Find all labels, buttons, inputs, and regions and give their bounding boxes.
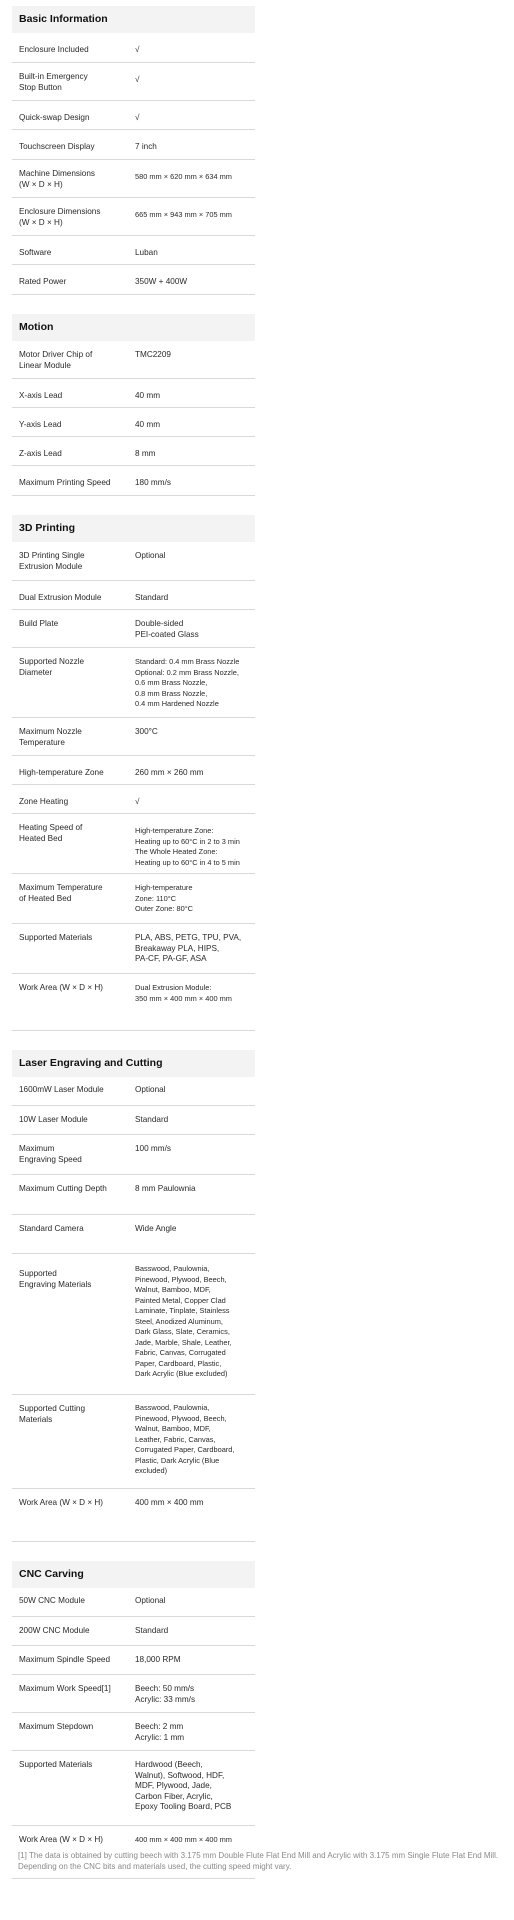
spec-value: 8 mm (135, 449, 156, 458)
spec-label: Supported Engraving Materials (19, 1269, 92, 1289)
spec-value: Standard (135, 1115, 169, 1124)
spec-value: Beech: 2 mm Acrylic: 1 mm (135, 1722, 185, 1742)
section-laser (12, 1050, 255, 1542)
divider (12, 1529, 255, 1542)
section-3d-printing (12, 515, 255, 1031)
spec-row (12, 1675, 255, 1713)
spec-value: Optional (135, 1596, 166, 1605)
spec-value: 665 mm × 943 mm × 705 mm (135, 210, 232, 219)
spec-label: 1600mW Laser Module (19, 1085, 104, 1094)
spec-value: Basswood, Paulownia, Pinewood, Plywood, Beech, Walnut, Bamboo, MDF, Leather, Fabric, Canvas, Corrugated Paper, Cardboard, Plastic, Dark Acrylic (Blue excluded) (135, 1403, 235, 1475)
spec-row (12, 1175, 255, 1215)
spec-row (12, 756, 255, 785)
spec-row (12, 1646, 255, 1675)
spec-label: Supported Materials (19, 933, 93, 942)
spec-label: High-temperature Zone (19, 768, 104, 777)
spec-value: 400 mm × 400 mm (135, 1498, 204, 1507)
spec-label: Maximum Engraving Speed (19, 1144, 82, 1164)
spec-row (12, 437, 255, 466)
spec-label: Maximum Printing Speed (19, 478, 111, 487)
spec-label: Heating Speed of Heated Bed (19, 823, 83, 843)
spec-label: Machine Dimensions (W × D × H) (19, 169, 95, 189)
spec-value: Basswood, Paulownia, Pinewood, Plywood, Beech, Walnut, Bamboo, MDF, Painted Metal, Copper Clad Laminate, Tinplate, Stainless Steel, Anodized Aluminum, Dark Glass, Slate, Ceramics, Jade, Marble, Shale, Leather, Fabric, Canvas, Corrugated Paper, Cardboard, Plastic, Dark Acrylic (Blue excluded) (135, 1264, 232, 1378)
spec-label: Supported Materials (19, 1760, 93, 1769)
spec-label: Y-axis Lead (19, 420, 62, 429)
spec-label: Zone Heating (19, 797, 69, 806)
spec-row (12, 785, 255, 814)
spec-label: Built-in Emergency Stop Button (19, 72, 88, 92)
spec-row (12, 874, 255, 924)
spec-row (12, 236, 255, 265)
spec-label: Rated Power (19, 277, 67, 286)
spec-value: High-temperature Zone: 110°C Outer Zone: 80°C (135, 883, 194, 913)
spec-label: 200W CNC Module (19, 1626, 90, 1635)
spec-row (12, 1588, 255, 1617)
spec-row (12, 33, 255, 63)
spec-row (12, 1489, 255, 1529)
spec-value: Hardwood (Beech, Walnut), Softwood, HDF, MDF, Plywood, Jade, Carbon Fiber, Acrylic, Epoxy Tooling Board, PCB (135, 1760, 232, 1811)
spec-row (12, 1135, 255, 1175)
spec-value: 350W + 400W (135, 277, 188, 286)
spec-value: 260 mm × 260 mm (135, 768, 204, 777)
spec-value: Dual Extrusion Module: 350 mm × 400 mm × 400 mm (135, 983, 232, 1003)
spec-value: 18,000 RPM (135, 1655, 181, 1664)
spec-row (12, 379, 255, 408)
spec-label: Maximum Nozzle Temperature (19, 727, 82, 747)
spec-label: Software (19, 248, 52, 257)
spec-value: 180 mm/s (135, 478, 171, 487)
spec-value: Standard (135, 1626, 169, 1635)
spec-row (12, 1077, 255, 1106)
spec-value: Double-sided PEI-coated Glass (135, 619, 199, 639)
section-title: Basic Information (12, 6, 255, 33)
spec-label: Supported Cutting Materials (19, 1404, 85, 1424)
spec-row (12, 542, 255, 581)
footnote: [1] The data is obtained by cutting beech with 3.175 mm Double Flute Flat End Mill and Acrylic with 3.175 mm Single Flute Flat End Mill. Depending on the CNC bits and materials used, the cutting speed might vary. (18, 1851, 499, 1871)
spec-row (12, 408, 255, 437)
section-motion (12, 314, 255, 496)
spec-row (12, 1395, 255, 1489)
spec-value: TMC2209 (135, 350, 171, 359)
spec-row (12, 466, 255, 496)
spec-label: 3D Printing Single Extrusion Module (19, 551, 85, 571)
spec-value: Luban (135, 248, 158, 257)
spec-label: Z-axis Lead (19, 449, 62, 458)
spec-value: Beech: 50 mm/s Acrylic: 33 mm/s (135, 1684, 196, 1704)
spec-row (12, 924, 255, 974)
spec-value: Optional (135, 551, 166, 560)
spec-label: Work Area (W × D × H) (19, 1498, 104, 1507)
spec-row (12, 101, 255, 130)
spec-label: Work Area (W × D × H) (19, 1835, 104, 1844)
spec-value: PLA, ABS, PETG, TPU, PVA, Breakaway PLA, HIPS, PA-CF, PA-GF, ASA (135, 933, 242, 963)
spec-label: Touchscreen Display (19, 142, 95, 151)
spec-value: √ (135, 75, 140, 84)
spec-label: Build Plate (19, 619, 59, 628)
spec-value: √ (135, 113, 140, 122)
spec-row (12, 63, 255, 101)
spec-value: Optional (135, 1085, 166, 1094)
spec-label: Supported Nozzle Diameter (19, 657, 85, 677)
spec-row (12, 341, 255, 379)
spec-label: Dual Extrusion Module (19, 593, 102, 602)
spec-row (12, 1713, 255, 1751)
section-cnc (12, 1561, 255, 1879)
spec-row (12, 581, 255, 610)
spec-row (12, 1617, 255, 1646)
spec-row (12, 1254, 255, 1395)
spec-label: Standard Camera (19, 1224, 84, 1233)
spec-label: 10W Laser Module (19, 1115, 88, 1124)
spec-row (12, 974, 255, 1018)
spec-value: High-temperature Zone: Heating up to 60°C in 2 to 3 min The Whole Heated Zone: Heating up to 60°C in 4 to 5 min (135, 826, 240, 867)
section-title: 3D Printing (12, 515, 255, 542)
spec-value: 40 mm (135, 391, 161, 400)
spec-row (12, 265, 255, 295)
spec-value: Standard (135, 593, 169, 602)
section-title: Laser Engraving and Cutting (12, 1050, 255, 1077)
spec-label: Maximum Spindle Speed (19, 1655, 111, 1664)
spec-row (12, 130, 255, 160)
spec-label: Maximum Stepdown (19, 1722, 94, 1731)
spec-label: 50W CNC Module (19, 1596, 85, 1605)
spec-value: 7 inch (135, 142, 157, 151)
divider (12, 1018, 255, 1031)
spec-label: X-axis Lead (19, 391, 63, 400)
spec-value: Wide Angle (135, 1224, 177, 1233)
spec-row (12, 198, 255, 236)
spec-value: 400 mm × 400 mm × 400 mm (135, 1835, 232, 1844)
spec-label: Maximum Cutting Depth (19, 1184, 107, 1193)
spec-value: 580 mm × 620 mm × 634 mm (135, 172, 232, 181)
spec-value: 8 mm Paulownia (135, 1184, 196, 1193)
spec-row (12, 1751, 255, 1826)
spec-row (12, 718, 255, 756)
section-basic-information (12, 6, 255, 295)
spec-row (12, 1106, 255, 1135)
spec-label: Work Area (W × D × H) (19, 983, 104, 992)
section-title: Motion (12, 314, 255, 341)
spec-row (12, 1215, 255, 1254)
section-title: CNC Carving (12, 1561, 255, 1588)
spec-row (12, 648, 255, 718)
spec-value: √ (135, 797, 140, 806)
spec-row (12, 814, 255, 874)
spec-label: Quick-swap Design (19, 113, 90, 122)
spec-value: 300°C (135, 727, 158, 736)
spec-value: 100 mm/s (135, 1144, 171, 1153)
spec-value: √ (135, 45, 140, 54)
spec-label: Enclosure Dimensions (W × D × H) (19, 207, 101, 227)
spec-table (12, 6, 255, 1879)
spec-row (12, 160, 255, 198)
spec-label: Motor Driver Chip of Linear Module (19, 350, 93, 370)
spec-label: Enclosure Included (19, 45, 89, 54)
spec-value: 40 mm (135, 420, 161, 429)
spec-value: Standard: 0.4 mm Brass Nozzle Optional: 0.2 mm Brass Nozzle, 0.6 mm Brass Nozzle, 0.8 mm Brass Nozzle, 0.4 mm Hardened Nozzle (135, 657, 240, 708)
spec-label: Maximum Work Speed[1] (19, 1684, 111, 1693)
spec-label: Maximum Temperature of Heated Bed (19, 883, 103, 903)
spec-row (12, 610, 255, 648)
